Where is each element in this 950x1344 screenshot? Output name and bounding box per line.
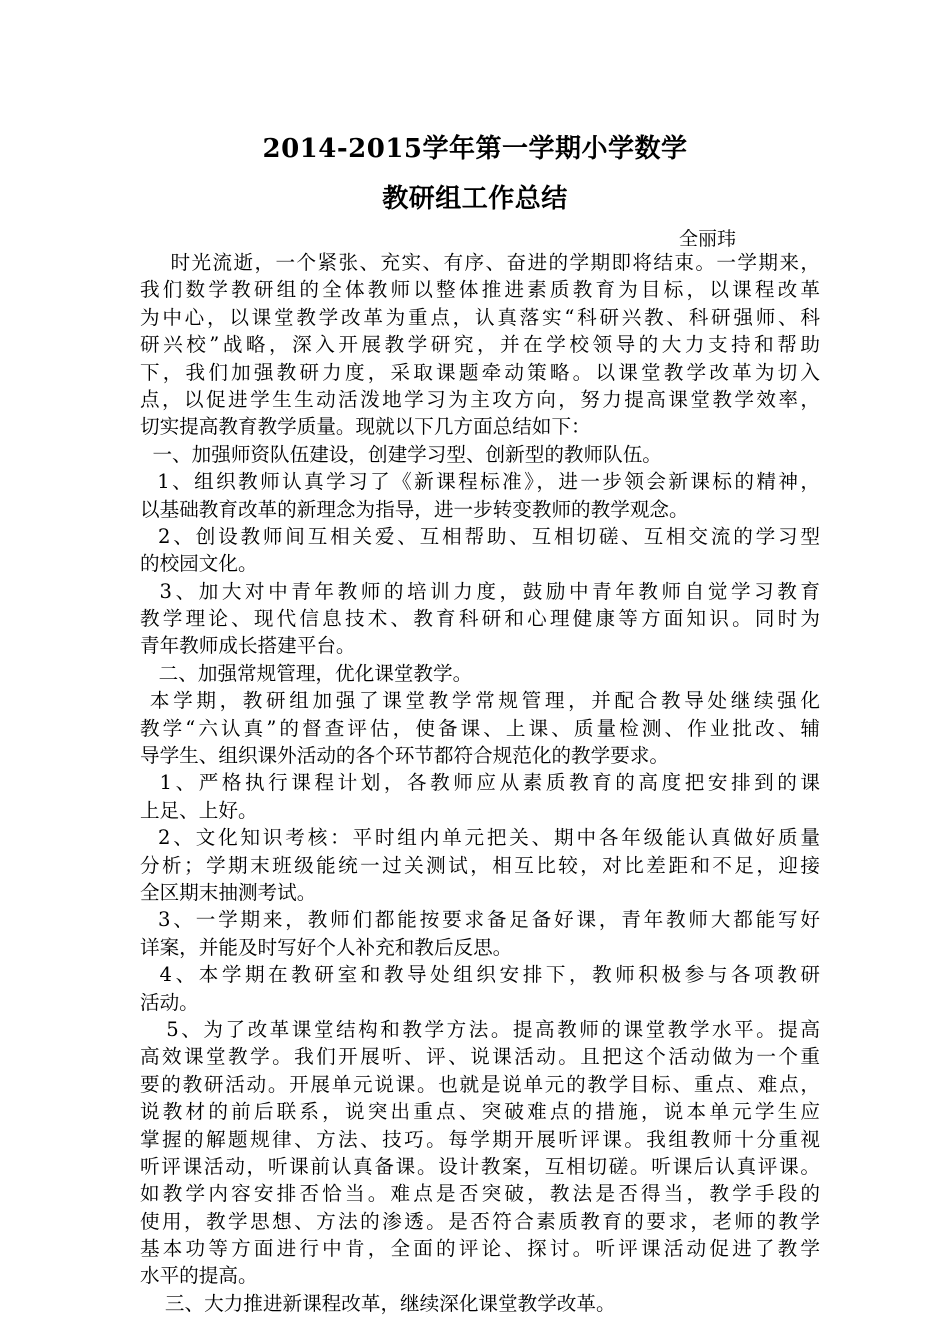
body-line: 的校园文化。 [140,552,258,576]
body-line: 说教材的前后联系，说突出重点、突破难点的措施，说本单元学生应 [140,1100,820,1124]
body-line: 2、创设教师间互相关爱、互相帮助、互相切磋、互相交流的学习型 [140,524,820,548]
body-line: 时光流逝，一个紧张、充实、有序、奋进的学期即将结束。一学期来， [140,251,820,274]
body-line: 4、本学期在教研室和教导处组织安排下，教师积极参与各项教研 [140,963,820,987]
body-line: 分析；学期末班级能统一过关测试，相互比较，对比差距和不足，迎接 [140,853,820,877]
body-line: 活动。 [140,990,199,1014]
body-line: 使用，教学思想、方法的渗透。是否符合素质教育的要求，老师的教学 [140,1209,820,1233]
body-line: 下，我们加强教研力度，采取课题牵动策略。以课堂教学改革为切入 [140,360,820,384]
body-line: 为中心，以课堂教学改革为重点，认真落实“科研兴教、科研强师、科 [140,305,820,329]
body-line: 详案，并能及时写好个人补充和教后反思。 [140,935,513,959]
body-line: 3、加大对中青年教师的培训力度，鼓励中青年教师自觉学习教育 [140,579,820,603]
document-title-line2: 教研组工作总结 [382,184,568,214]
body-line: 如教学内容安排否恰当。难点是否突破，教法是否得当，教学手段的 [140,1182,820,1206]
body-line: 青年教师成长搭建平台。 [140,634,356,658]
body-line: 上足、上好。 [140,798,258,822]
body-line: 1、组织教师认真学习了《新课程标准》，进一步领会新课标的精神， [140,470,820,494]
document-body [140,249,820,1317]
body-line: 掌握的解题规律、方法、技巧。每学期开展听评课。我组教师十分重视 [140,1127,820,1151]
body-line: 研兴校”战略，深入开展教学研究，并在学校领导的大力支持和帮助 [140,333,820,357]
body-line: 以基础教育改革的新理念为指导，进一步转变教师的教学观念。 [140,497,689,521]
body-line: 一、加强师资队伍建设，创建学习型、创新型的教师队伍。 [140,442,662,466]
body-line: 水平的提高。 [140,1264,258,1288]
body-line: 我们数学教研组的全体教师以整体推进素质教育为目标，以课程改革 [140,278,820,302]
document-title-line1: 2014-2015学年第一学期小学数学 [262,134,688,164]
body-line: 教学理论、现代信息技术、教育科研和心理健康等方面知识。同时为 [140,607,820,631]
body-line: 教学“六认真”的督查评估，使备课、上课、质量检测、作业批改、辅 [140,716,820,740]
body-line: 切实提高教育教学质量。现就以下几方面总结如下： [140,415,591,439]
body-line: 1、严格执行课程计划，各教师应从素质教育的高度把安排到的课 [140,771,820,795]
body-line: 二、加强常规管理，优化课堂教学。 [140,661,473,685]
author-name: 全丽玮 [679,228,737,250]
body-line: 5、为了改革课堂结构和教学方法。提高教师的课堂教学水平。提高 [140,1017,820,1041]
body-line: 本学期，教研组加强了课堂教学常规管理，并配合教导处继续强化 [140,689,820,713]
body-line: 高效课堂教学。我们开展听、评、说课活动。且把这个活动做为一个重 [140,1045,820,1069]
body-line: 点，以促进学生生动活泼地学习为主攻方向，努力提高课堂教学效率， [140,387,820,411]
body-line: 2、文化知识考核：平时组内单元把关、期中各年级能认真做好质量 [140,826,820,850]
body-line: 导学生、组织课外活动的各个环节都符合规范化的教学要求。 [140,744,670,768]
body-line: 基本功等方面进行中肯，全面的评论、探讨。听评课活动促进了教学 [140,1237,820,1261]
body-line: 3、一学期来，教师们都能按要求备足备好课，青年教师大都能写好 [140,908,820,932]
body-line: 要的教研活动。开展单元说课。也就是说单元的教学目标、重点、难点， [140,1072,820,1096]
body-line: 三、大力推进新课程改革，继续深化课堂教学改革。 [140,1291,616,1315]
body-line: 听评课活动，听课前认真备课。设计教案，互相切磋。听课后认真评课。 [140,1154,820,1178]
body-line: 全区期末抽测考试。 [140,880,317,904]
